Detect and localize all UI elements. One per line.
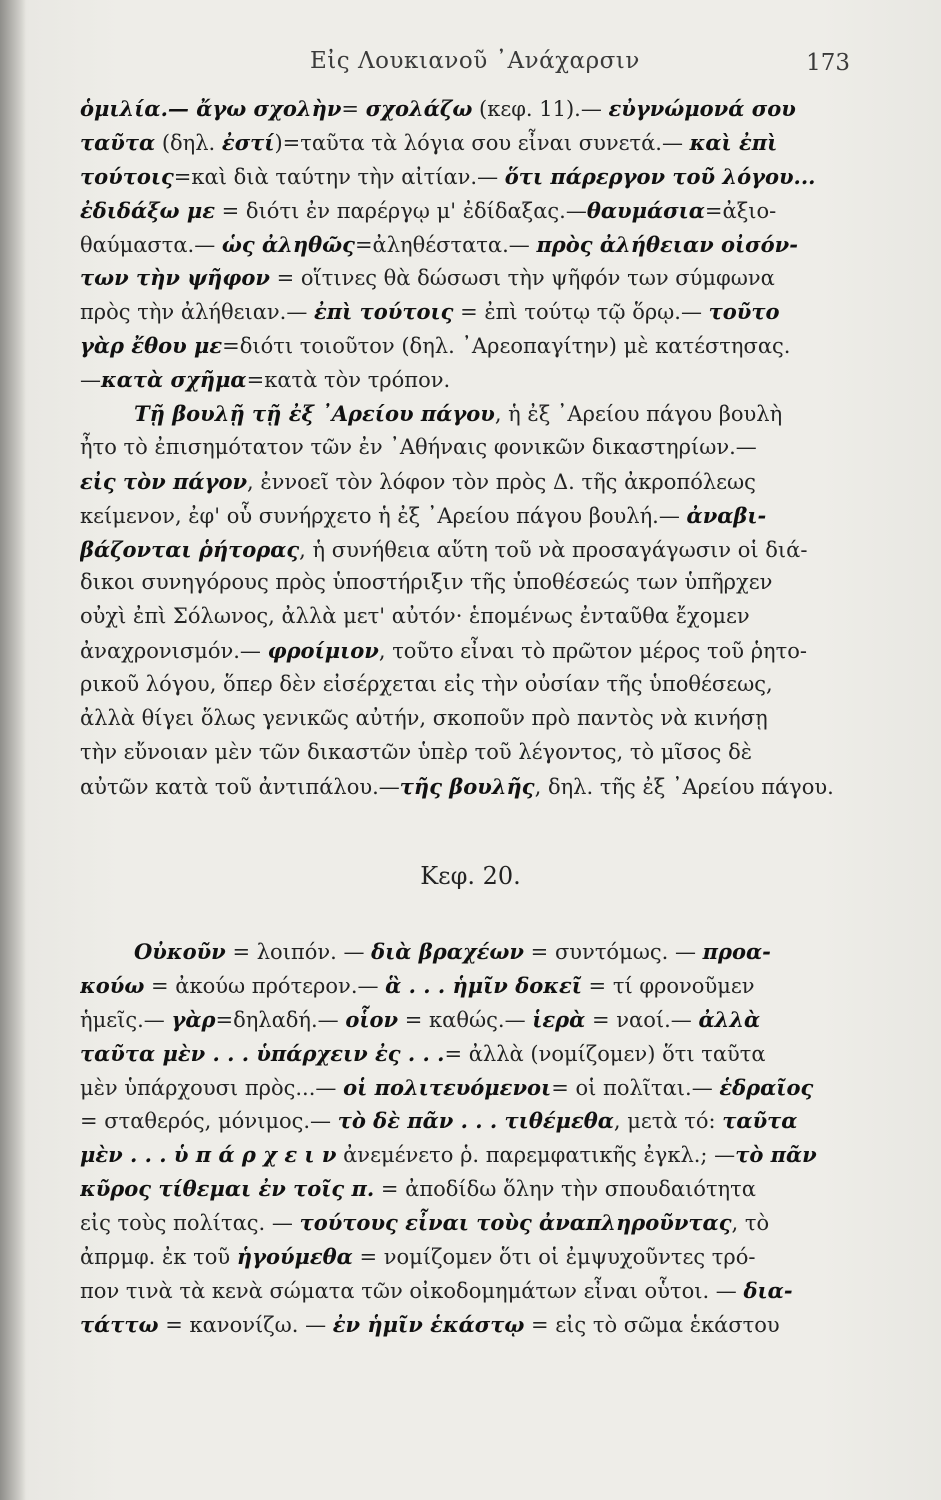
text-line <box>80 533 848 567</box>
lemma-term: φροίμιον <box>267 638 379 664</box>
text-line <box>80 1308 848 1342</box>
gloss-text: = καθώς.— <box>398 1007 533 1032</box>
gloss-text: (κεφ. 11).— <box>472 97 609 121</box>
lemma-term: ἐπὶ τούτοις <box>314 299 454 325</box>
lemma-term: γὰρ ἔθου με <box>80 333 223 359</box>
text-line <box>80 600 848 634</box>
gloss-text: , τοῦτο εἶναι τὸ πρῶτον μέρος τοῦ ῥητο- <box>378 639 807 664</box>
lemma-term: ἐν ἡμῖν ἑκάστῳ <box>332 1311 525 1337</box>
text-line <box>80 935 848 969</box>
gloss-text: = ναοί.— <box>585 1007 699 1032</box>
text-line <box>80 1206 848 1240</box>
text-line <box>80 634 848 668</box>
lemma-term: Οὐκοῦν <box>134 939 226 964</box>
gloss-text: , τὸ <box>731 1211 770 1236</box>
gloss-text: ἀλλὰ θίγει ὅλως γενικῶς αὐτήν, σκοποῦν πρὸ παντὸς νὰ κινήσῃ <box>80 706 768 731</box>
text-line <box>80 1003 848 1037</box>
commentary-section-20 <box>80 935 848 1342</box>
gloss-text: = νομίζομεν ὅτι οἱ ἐμψυχοῦντες τρό- <box>352 1245 756 1270</box>
lemma-term: προα- <box>702 939 771 964</box>
text-line <box>80 736 848 770</box>
gloss-text: = οἱ πολῖται.— <box>551 1075 720 1100</box>
gloss-text: , μετὰ τό: <box>613 1109 723 1134</box>
text-line <box>80 363 848 397</box>
lemma-term: τῆς βουλῆς <box>399 773 535 799</box>
page-header <box>110 44 850 88</box>
gloss-text: ἀνεμένετο ῥ. παρεμφατικῆς ἐγκλ.; — <box>336 1143 736 1168</box>
gloss-text: = ἀλλὰ (νομίζομεν) ὅτι ταῦτα <box>444 1041 766 1066</box>
text-line <box>80 228 848 262</box>
lemma-term: καὶ ἐπὶ <box>689 129 778 155</box>
gloss-text: =κατὰ τὸν τρόπον. <box>246 368 451 393</box>
gloss-text: — <box>80 368 101 393</box>
lemma-term: ἱερὰ <box>532 1006 586 1032</box>
lemma-term: εὐγνώμονά σου <box>608 96 796 121</box>
lemma-term: τὸ δὲ πᾶν . . . τιθέμεθα <box>337 1108 614 1134</box>
gloss-text: ἀπρμφ. ἐκ τοῦ <box>80 1245 237 1270</box>
text-line <box>80 1172 848 1206</box>
lemma-term: ἡγούμεθα <box>236 1244 353 1270</box>
gloss-text: =καὶ διὰ ταύτην τὴν αἰτίαν.— <box>173 164 505 189</box>
text-line <box>80 1240 848 1274</box>
lemma-term: τὸ πᾶν <box>735 1142 817 1168</box>
chapter-heading: Κεφ. 20. <box>420 862 521 890</box>
lemma-term: ἀλλὰ <box>698 1006 761 1032</box>
gloss-text: = συντόμως. — <box>524 940 703 964</box>
text-line <box>80 126 848 160</box>
commentary-section-19 <box>80 92 848 804</box>
gloss-text: αὐτῶν κατὰ τοῦ ἀντιπάλου.— <box>80 774 400 799</box>
gloss-text: = τί φρονοῦμεν <box>581 973 755 998</box>
text-line <box>80 1274 848 1308</box>
gloss-text: , ἐννοεῖ τὸν λόφον τὸν πρὸς Δ. τῆς ἀκροπόλεως <box>247 469 756 494</box>
lemma-term: ταῦτα μὲν . . . ὑπάρχειν ἐς . . . <box>80 1040 445 1066</box>
lemma-term: κατὰ σχῆμα <box>101 367 247 393</box>
text-line <box>80 668 848 702</box>
lemma-term: θαυμάσια <box>586 197 705 223</box>
lemma-term: σχολάζω <box>365 96 473 121</box>
gloss-text: = ἀποδίδω ὅλην τὴν σπουδαιότητα <box>374 1177 756 1202</box>
lemma-term: διὰ βραχέων <box>371 939 524 964</box>
text-line <box>80 702 848 736</box>
lemma-term: εἰς τὸν πάγον <box>80 468 248 494</box>
gloss-text: =δηλαδή.— <box>215 1007 346 1032</box>
text-line <box>80 566 848 600</box>
lemma-term: ἐστί <box>221 129 275 155</box>
lemma-term: ὅτι πάρεργον τοῦ λόγου... <box>504 163 816 189</box>
gloss-text: = διότι ἐν παρέργῳ μ' ἐδίδαξας.— <box>214 198 587 223</box>
gloss-text: = λοιπόν. — <box>225 940 372 964</box>
lemma-term: ἀναβι- <box>686 502 767 528</box>
text-line <box>80 431 848 465</box>
lemma-term: ἑδραῖος <box>719 1074 814 1100</box>
gloss-text: ἦτο τὸ ἐπισημότατον τῶν ἐν ᾿Αθήναις φονικῶν δικαστηρίων.— <box>80 434 757 459</box>
gloss-text: = <box>341 97 366 121</box>
text-line <box>80 194 848 228</box>
text-line <box>80 499 848 533</box>
gloss-text: =ἀληθέστατα.— <box>354 232 537 257</box>
lemma-term: τούτοις <box>80 163 174 189</box>
lemma-term: ἐδιδάξω με <box>80 197 215 223</box>
gloss-text: ρικοῦ λόγου, ὅπερ δὲν εἰσέρχεται εἰς τὴν οὐσίαν τῆς ὑποθέσεως, <box>80 672 773 697</box>
gloss-text: θαύμαστα.— <box>80 232 222 257</box>
page-number: 173 <box>806 50 850 76</box>
text-line <box>80 329 848 363</box>
gloss-text: = ἐπὶ τούτῳ τῷ ὅρῳ.— <box>453 300 709 325</box>
text-line <box>80 1104 848 1138</box>
text-line <box>80 160 848 194</box>
lemma-term: των τὴν ψῆφον <box>80 265 270 291</box>
gloss-text: πον τινὰ τὰ κενὰ σώματα τῶν οἰκοδομημάτων εἶναι οὗτοι. — <box>80 1278 744 1303</box>
gloss-text: ἀναχρονισμόν.— <box>80 639 268 664</box>
lemma-term: δια- <box>743 1277 793 1303</box>
gloss-text: = κανονίζω. — <box>158 1312 333 1337</box>
gloss-text: , δηλ. τῆς ἐξ ᾿Αρείου πάγου. <box>534 774 834 799</box>
gloss-text: = εἰς τὸ σῶμα ἑκάστου <box>524 1312 780 1337</box>
gloss-text: =ἀξιο- <box>704 198 777 223</box>
lemma-term: ἃ . . . ἡμῖν δοκεῖ <box>385 972 582 998</box>
gloss-text: = ἀκούω πρότερον.— <box>144 973 386 998</box>
lemma-term: κῦρος τίθεμαι ἐν τοῖς π. <box>80 1176 375 1202</box>
lemma-term: γὰρ <box>171 1006 216 1032</box>
lemma-term: οἱ πολιτευόμενοι <box>343 1074 552 1100</box>
gloss-text: οὐχὶ ἐπὶ Σόλωνος, ἀλλὰ μετ' αὐτόν· ἑπομένως ἐνταῦθα ἔχομεν <box>80 604 750 629</box>
lemma-term: ὁμιλία.— <box>80 96 197 121</box>
running-head: Εἰς Λουκιανοῦ ᾿Ανάχαρσιν <box>310 48 640 74</box>
text-line <box>80 397 848 431</box>
lemma-term: Τῇ βουλῇ τῇ ἐξ ᾿Αρείου πάγου <box>134 401 495 427</box>
text-line <box>80 1071 848 1105</box>
gloss-text: = σταθερός, μόνιμος.— <box>80 1109 338 1134</box>
lemma-term: πρὸς ἀλήθειαν οἰσόν- <box>536 231 798 257</box>
lemma-term: ὡς ἀληθῶς <box>221 231 355 257</box>
text-line <box>80 1138 848 1172</box>
text-line <box>80 969 848 1003</box>
gloss-text: τὴν εὔνοιαν μὲν τῶν δικαστῶν ὑπὲρ τοῦ λέγοντος, τὸ μῖσος δὲ <box>80 739 753 764</box>
gloss-text: =διότι τοιοῦτον (δηλ. ᾿Αρεοπαγίτην) μὲ κατέστησας. <box>222 334 791 359</box>
gloss-text: μὲν ὑπάρχουσι πρὸς...— <box>80 1075 344 1100</box>
lemma-term: τούτους εἶναι τοὺς ἀναπληροῦντας <box>299 1210 732 1236</box>
gloss-text: , ἡ συνήθεια αὕτη τοῦ νὰ προσαγάγωσιν οἱ διά- <box>299 537 808 562</box>
text-line <box>80 770 848 804</box>
lemma-term: τοῦτο <box>708 299 780 325</box>
gloss-text: πρὸς τὴν ἀλήθειαν.— <box>80 300 314 325</box>
text-line <box>80 465 848 499</box>
gloss-text: κείμενον, ἐφ' οὗ συνήρχετο ἡ ἐξ ᾿Αρείου πάγου βουλή.— <box>80 503 687 528</box>
gloss-text: δικοι συνηγόρους πρὸς ὑποστήριξιν τῆς ὑποθέσεώς των ὑπῆρχεν <box>80 570 773 595</box>
text-line <box>80 261 848 295</box>
gloss-text: (δηλ. <box>155 130 222 155</box>
text-line <box>80 92 848 126</box>
lemma-term: ταῦτα <box>80 129 156 155</box>
lemma-term: ἄγω σχολὴν <box>196 96 342 121</box>
book-gutter-shadow <box>0 0 26 1500</box>
gloss-text: = οἵτινες θὰ δώσωσι τὴν ψῆφόν των σύμφωνα <box>269 266 775 291</box>
lemma-term: βάζονται ῥήτορας <box>80 536 300 562</box>
lemma-term: τάττω <box>80 1311 159 1337</box>
text-line <box>80 1037 848 1071</box>
lemma-term: κούω <box>80 972 145 998</box>
text-line <box>80 295 848 329</box>
lemma-term: οἷον <box>345 1006 399 1032</box>
lemma-term: μὲν . . . ὑ π ά ρ χ ε ι ν <box>80 1142 337 1168</box>
gloss-text: , ἡ ἐξ ᾿Αρείου πάγου βουλὴ <box>494 402 783 427</box>
gloss-text: ἡμεῖς.— <box>80 1007 172 1032</box>
gloss-text: )=ταῦτα τὰ λόγια σου εἶναι συνετά.— <box>274 130 690 155</box>
lemma-term: ταῦτα <box>722 1108 798 1134</box>
gloss-text: εἰς τοὺς πολίτας. — <box>80 1211 300 1236</box>
